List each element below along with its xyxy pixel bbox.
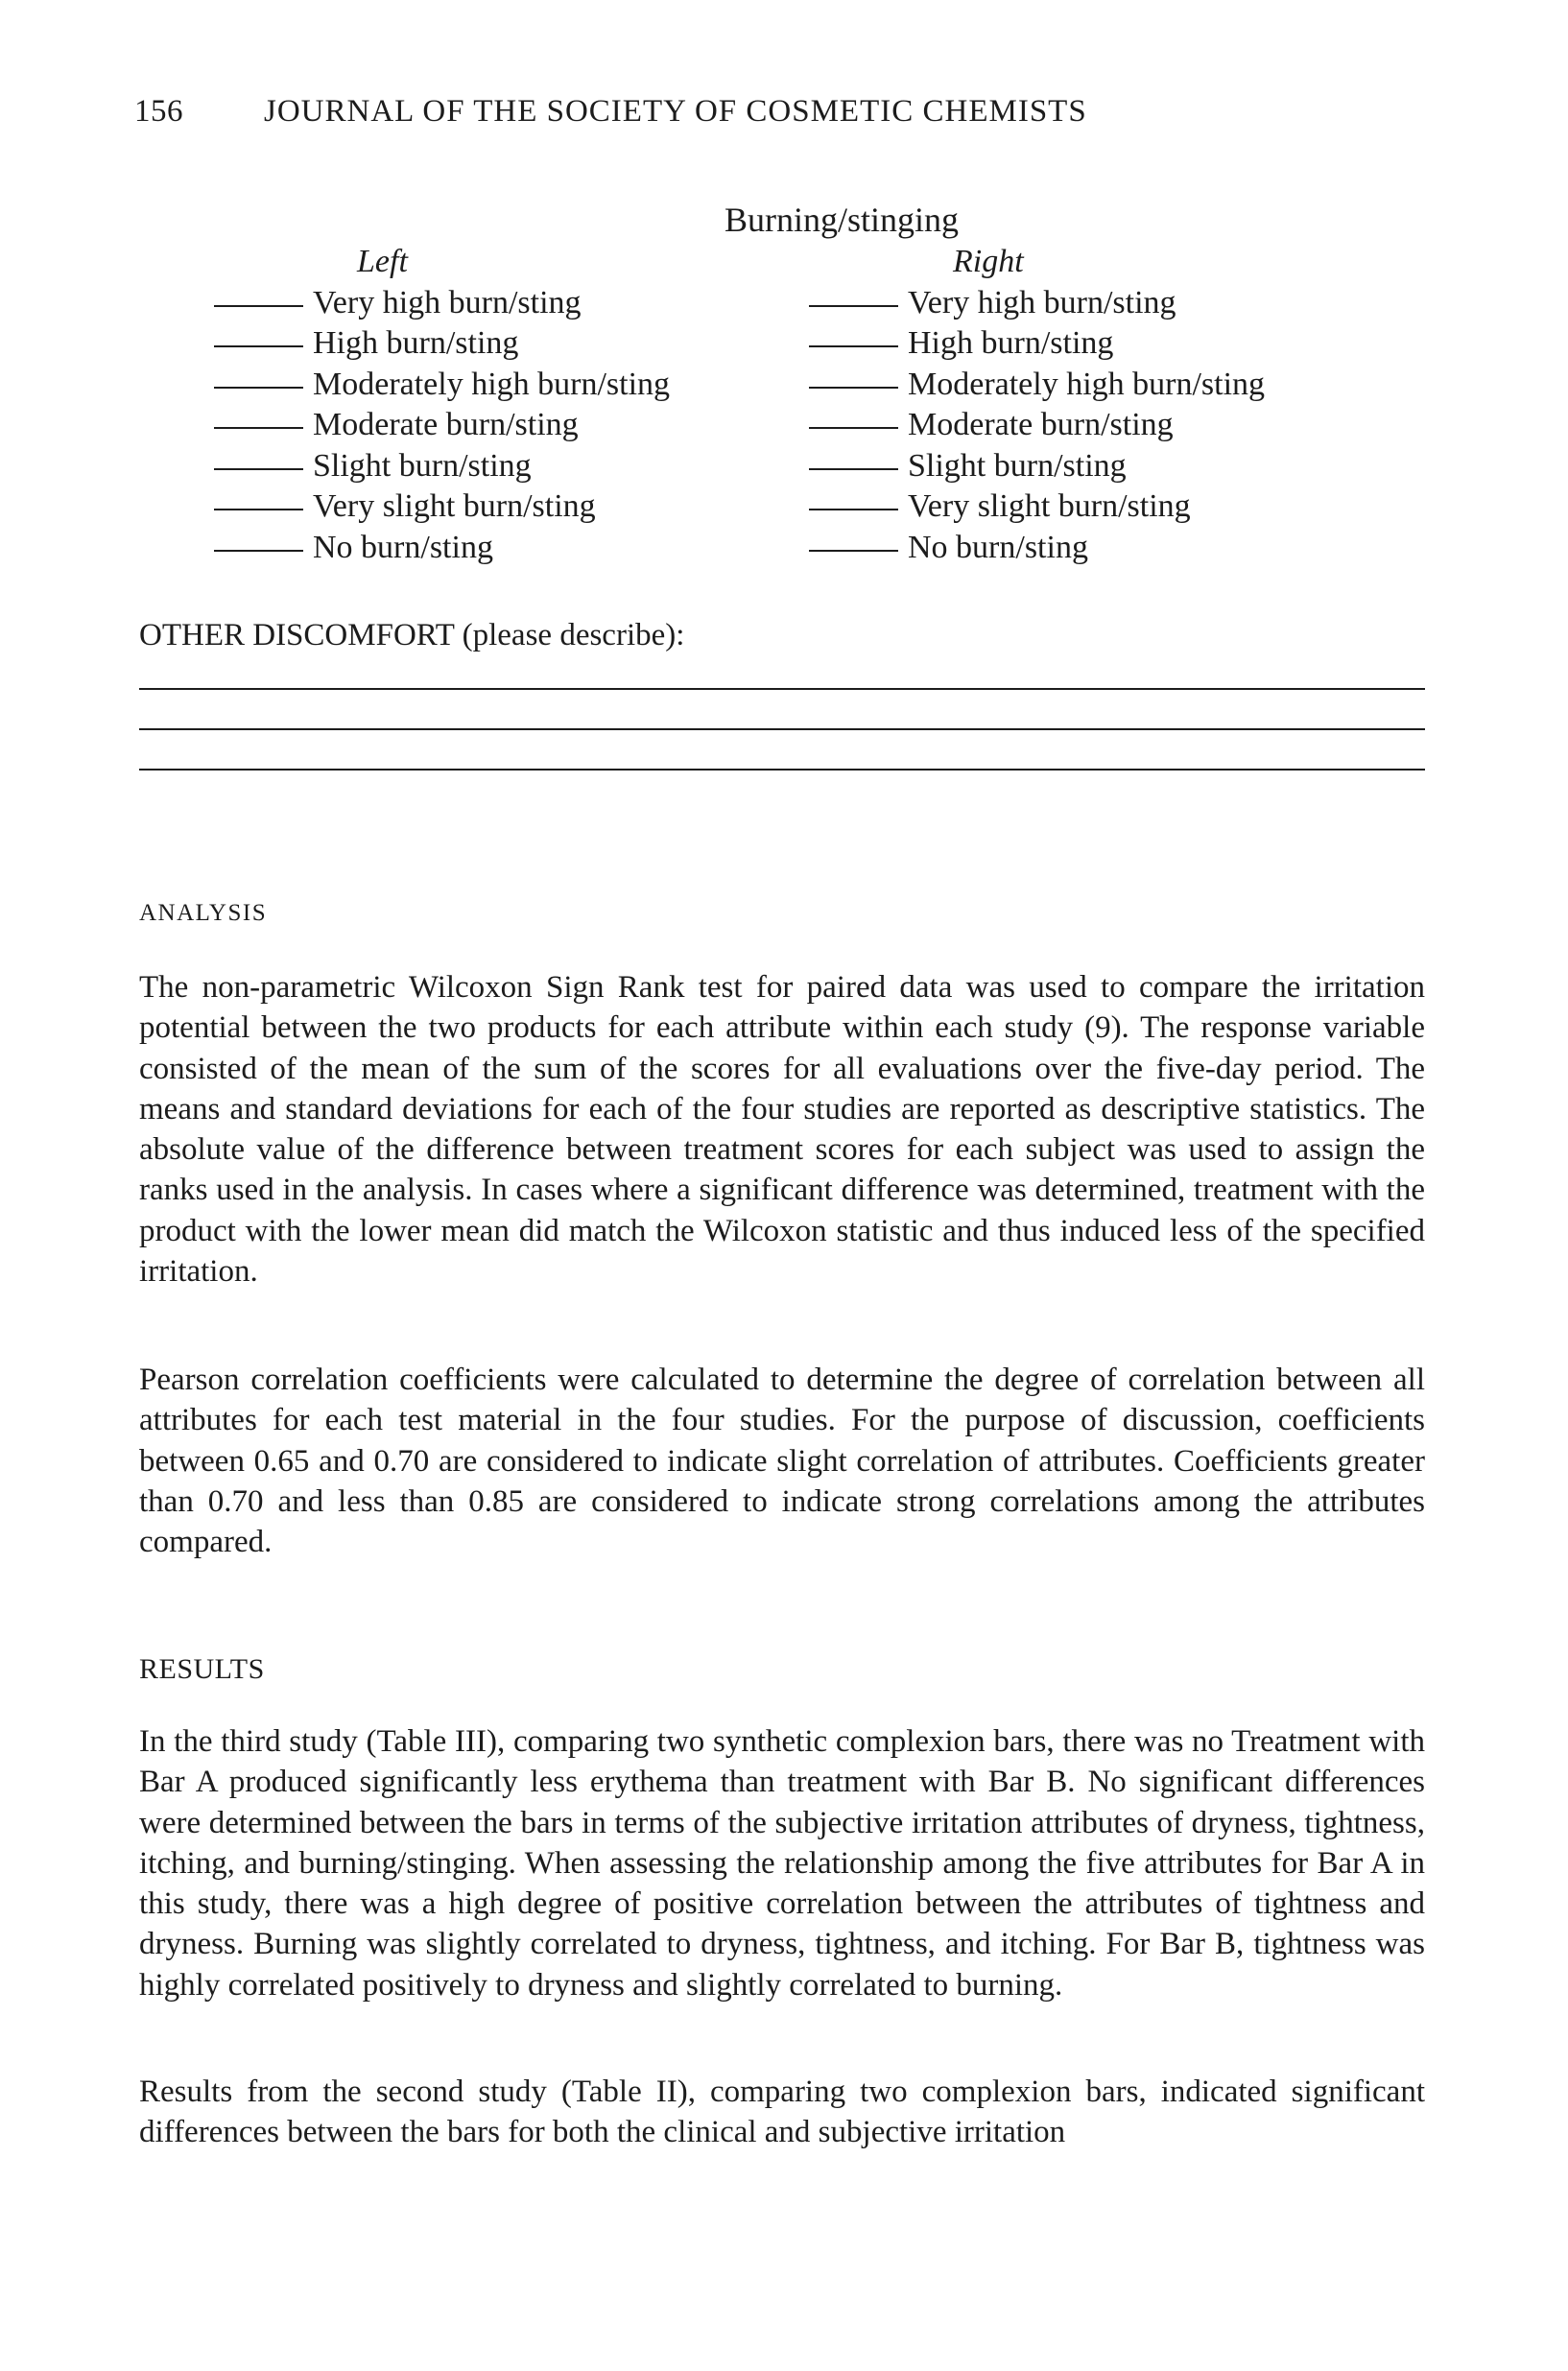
answer-blank[interactable] <box>809 468 898 470</box>
right-side-label: Right <box>953 244 1024 279</box>
results-heading: RESULTS <box>139 1653 265 1685</box>
burning-stinging-title: Burning/stinging <box>724 201 960 239</box>
answer-blank[interactable] <box>214 550 303 552</box>
right-option-very-slight[interactable]: Very slight burn/sting <box>809 486 1265 528</box>
answer-blank[interactable] <box>809 345 898 347</box>
left-side-options <box>214 242 670 568</box>
right-option-slight[interactable]: Slight burn/sting <box>809 446 1265 487</box>
right-option-none[interactable]: No burn/sting <box>809 528 1265 569</box>
left-option-none[interactable]: No burn/sting <box>214 528 670 569</box>
description-line-3[interactable] <box>139 769 1425 771</box>
right-option-moderate[interactable]: Moderate burn/sting <box>809 405 1265 446</box>
results-paragraph-1: In the third study (Table III), comparing two synthetic complexion bars, there was no Treatment with Bar A produced significantly less erythema than treatment with Bar B. No significant differences were determined between the bars in terms of the subjective irritation attributes of dryness, tightness, itching, and burning/stinging. When assessing the relationship among the five attributes for Bar A in this study, there was a high degree of positive correlation between the attributes of tightness and dryness. Burning was slightly correlated to dryness, tightness, and itching. For Bar B, tightness was highly correlated positively to dryness and slightly correlated to burning. <box>139 1724 1425 2003</box>
right-option-moderately-high[interactable]: Moderately high burn/sting <box>809 365 1265 406</box>
running-header <box>134 94 1087 130</box>
analysis-paragraph-2: Pearson correlation coefficients were calculated to determine the degree of correlation between all attributes for each test material in the four studies. For the purpose of discussion, coefficients between 0.65 and 0.70 are considered to indicate slight correlation of attributes. Coefficients greater than 0.70 and less than 0.85 are considered to indicate strong correlations among the attributes compared. <box>139 1363 1425 1560</box>
description-line-2[interactable] <box>139 728 1425 730</box>
answer-blank[interactable] <box>214 345 303 347</box>
other-discomfort-label: OTHER DISCOMFORT (please describe): <box>139 618 685 652</box>
answer-blank[interactable] <box>809 305 898 307</box>
left-option-high[interactable]: High burn/sting <box>214 323 670 365</box>
results-paragraph-2: Results from the second study (Table II), comparing two complexion bars, indicated significant differences between the bars for both the clinical and subjective irritation <box>139 2075 1425 2150</box>
answer-blank[interactable] <box>809 550 898 552</box>
left-option-moderate[interactable]: Moderate burn/sting <box>214 405 670 446</box>
page-number: 156 <box>134 94 183 129</box>
right-option-very-high[interactable]: Very high burn/sting <box>809 283 1265 324</box>
answer-blank[interactable] <box>809 509 898 510</box>
answer-blank[interactable] <box>214 468 303 470</box>
analysis-heading: ANALYSIS <box>139 900 268 926</box>
answer-blank[interactable] <box>214 305 303 307</box>
left-option-very-high[interactable]: Very high burn/sting <box>214 283 670 324</box>
journal-title: JOURNAL OF THE SOCIETY OF COSMETIC CHEMISTS <box>264 94 1087 129</box>
description-line-1[interactable] <box>139 688 1425 690</box>
left-option-very-slight[interactable]: Very slight burn/sting <box>214 486 670 528</box>
answer-blank[interactable] <box>214 509 303 510</box>
right-option-high[interactable]: High burn/sting <box>809 323 1265 365</box>
answer-blank[interactable] <box>809 427 898 429</box>
left-option-moderately-high[interactable]: Moderately high burn/sting <box>214 365 670 406</box>
answer-blank[interactable] <box>809 387 898 389</box>
answer-blank[interactable] <box>214 387 303 389</box>
right-side-options <box>809 242 1265 568</box>
answer-blank[interactable] <box>214 427 303 429</box>
analysis-paragraph-1: The non-parametric Wilcoxon Sign Rank test for paired data was used to compare the irritation potential between the two products for each attribute within each study (9). The response variable consisted of the mean of the sum of the scores for all evaluations over the five-day period. The means and standard deviations for each of the four studies are reported as descriptive statistics. The absolute value of the difference between treatment scores for each subject was used to assign the ranks used in the analysis. In cases where a significant difference was determined, treatment with the product with the lower mean did match the Wilcoxon statistic and thus induced less of the specified irritation. <box>139 970 1425 1290</box>
left-option-slight[interactable]: Slight burn/sting <box>214 446 670 487</box>
left-side-label: Left <box>357 244 408 279</box>
